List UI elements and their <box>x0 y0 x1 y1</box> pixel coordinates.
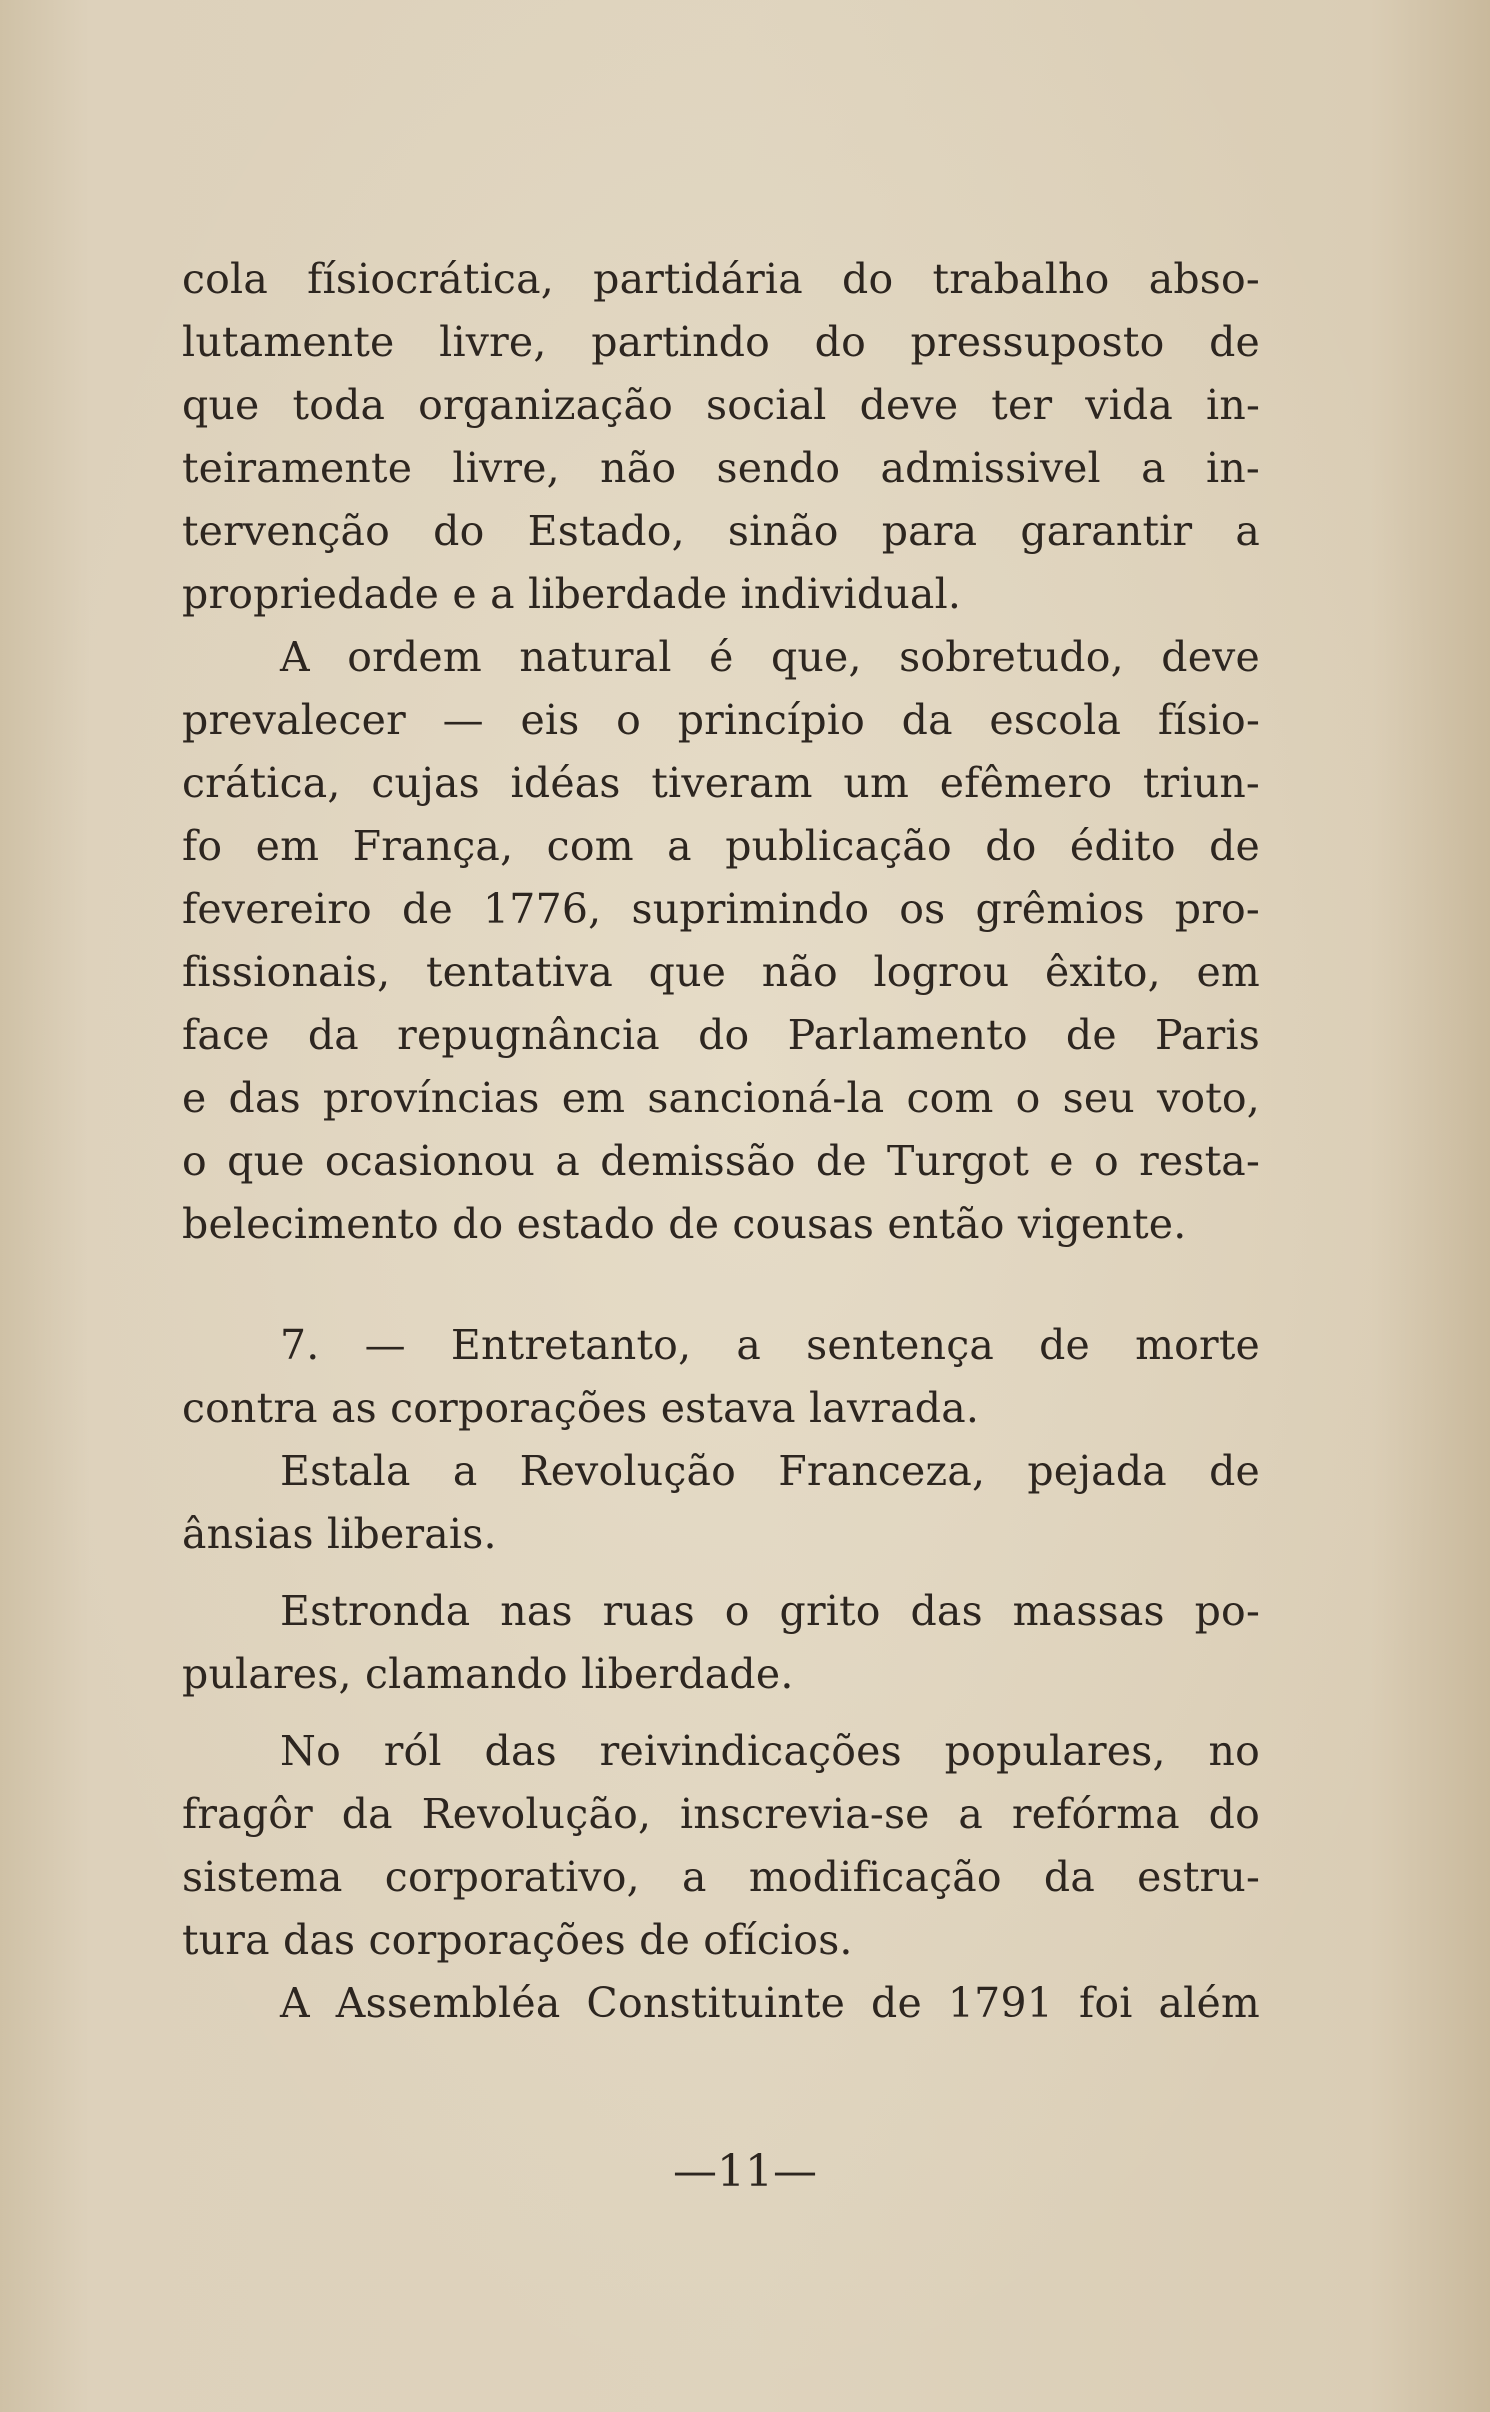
text-line: Estala a Revolução Franceza, pejada de <box>280 1447 1260 1495</box>
text-line: contra as corporações estava lavrada. <box>182 1384 980 1432</box>
text-line: fo em França, com a publicação do édito de <box>182 822 1260 870</box>
text-line: teiramente livre, não sendo admissivel a in- <box>182 444 1260 492</box>
text-line: fragôr da Revolução, inscrevia-se a refórma do <box>182 1790 1260 1838</box>
text-line: tura das corporações de ofícios. <box>182 1916 853 1964</box>
text-line: propriedade e a liberdade individual. <box>182 570 962 618</box>
paragraph <box>182 1972 1260 2035</box>
paragraph <box>182 1440 1260 1566</box>
paragraph <box>182 1720 1260 1972</box>
paragraph <box>182 1580 1260 1706</box>
text-line: pulares, clamando liberdade. <box>182 1650 794 1698</box>
text-line: belecimento do estado de cousas então vigente. <box>182 1200 1187 1248</box>
paragraph <box>182 626 1260 1256</box>
text-line: A ordem natural é que, sobretudo, deve <box>280 633 1260 681</box>
text-line: No ról das reivindicações populares, no <box>280 1727 1260 1775</box>
text-line: o que ocasionou a demissão de Turgot e o resta- <box>182 1137 1260 1185</box>
text-line: sistema corporativo, a modificação da estru- <box>182 1853 1260 1901</box>
text-line: face da repugnância do Parlamento de Paris <box>182 1011 1260 1059</box>
text-line: A Assembléa Constituinte de 1791 foi além <box>280 1979 1260 2027</box>
paragraph-spacer <box>182 1706 1260 1720</box>
text-line: fevereiro de 1776, suprimindo os grêmios pro- <box>182 885 1260 933</box>
section-heading-line: 7. — Entretanto, a sentença de morte <box>280 1321 1260 1369</box>
paragraph-spacer <box>182 1566 1260 1580</box>
text-line: e das províncias em sancioná-la com o seu voto, <box>182 1074 1260 1122</box>
text-line: lutamente livre, partindo do pressuposto de <box>182 318 1260 366</box>
text-line: cola físiocrática, partidária do trabalho abso- <box>182 255 1260 303</box>
section-spacer <box>182 1256 1260 1314</box>
text-line: Estronda nas ruas o grito das massas po- <box>280 1587 1260 1635</box>
paragraph <box>182 1314 1260 1440</box>
text-line: crática, cujas idéas tiveram um efêmero triun- <box>182 759 1260 807</box>
text-line: ânsias liberais. <box>182 1510 497 1558</box>
body-text <box>182 248 1260 2035</box>
text-line: que toda organização social deve ter vida in- <box>182 381 1260 429</box>
page-number: —11— <box>673 2146 817 2197</box>
text-line: prevalecer — eis o princípio da escola físio- <box>182 696 1260 744</box>
text-line: fissionais, tentativa que não logrou êxito, em <box>182 948 1260 996</box>
text-line: tervenção do Estado, sinão para garantir a <box>182 507 1260 555</box>
paragraph <box>182 248 1260 626</box>
